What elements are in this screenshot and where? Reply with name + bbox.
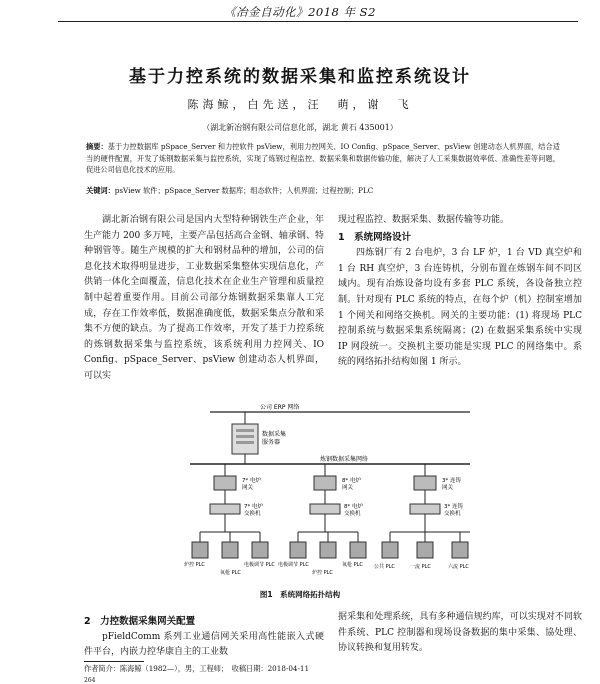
gateway-label: 网关 (442, 485, 454, 491)
keywords (86, 185, 560, 196)
keywords-text: psView 软件；pSpace_Server 数据库；组态软件；人机界面；过程控制；PLC (114, 186, 374, 195)
plc-icon (222, 542, 238, 558)
switch-label: 交换机 (344, 511, 361, 517)
branch-3-caster (374, 464, 470, 570)
figure-caption: 图1 系统网络拓扑结构 (259, 590, 341, 599)
left-column (84, 213, 324, 385)
page-number: 264 (84, 677, 96, 684)
plc-label: 一流 PLC (410, 564, 431, 570)
intro-paragraph: 湖北新冶钢有限公司是国内大型特种钢铁生产企业，年生产能力 200 多万吨，主要产品包括高合金钢、轴承钢、特种钢管等。随生产规模的扩大和钢材品种的增加，公司的信息化技术取得明显进步，工业数据采集整体实现信息化，产供销一体化全面覆盖，信息化技术在企业生产管理和质量控制中起着重要作用。目前公司部分炼钢数据采集靠人工完成，存在工作效率低，数据准确度低，数据采集点分散和采集不方便的缺点。为了提高工作效率，开发了基于力控系统的炼钢数据采集与监控系统，该系统利用力控网关、IO Config、pSpace_Server、psView 创建动态人机界面，可以实 (84, 215, 324, 381)
gateway-label: 8* 电炉 (342, 478, 361, 484)
plc-icon (452, 542, 468, 558)
intro-continuation: 现过程监控、数据采集、数据传输等功能。 (338, 215, 510, 225)
header-rule (58, 21, 578, 22)
switch-icon (310, 504, 340, 514)
collection-network-label: 炼钢数据采集网络 (320, 456, 369, 463)
gateway-icon (214, 476, 236, 490)
plc-icon (290, 542, 306, 558)
plc-icon (252, 542, 268, 558)
plc-label: 六流 PLC (448, 564, 469, 570)
section-2-continuation: 据采集和处理系统，具有多种通信规约库，可以实现对不同软件系统、PLC 控制器和现场设备数据的集中采集、協处理、协议转换和复用转发。 (338, 612, 582, 654)
plc-label: 炉控 PLC (184, 562, 205, 568)
gateway-label: 7* 电炉 (242, 478, 261, 484)
section-2-paragraph: pFieldComm 系列工业通信网关采用高性能嵌入式硬件平台，内嵌力控华康自主的工业数 (84, 631, 324, 658)
author-list: 陈海鲸，白先送，汪 萌，谢 飞 (187, 98, 413, 111)
switch-label: 交换机 (244, 511, 261, 517)
plc-icon (320, 542, 336, 558)
section-1-paragraph: 四炼钢厂有 2 台电炉，3 台 LF 炉，1 台 VD 真空炉和 1 台 RH 真空炉，3 台连铸机，分别布置在炼钢车间不同区域内。现有冶炼设备均设有多套 PLC 系统，各设备独立控制。针对现有 PLC 系统的特点，在每个炉（机）控制室增加 1 个网关和网络交换机。网关的主要功能：(1) 将现场 PLC 控制系统与数据采集系统隔离；(2) 在数据采集系统中实现 IP 网段统一。交换机主要功能是实现 PLC 的网络集中。系统的网络拓扑结构如图 1 所示。 (338, 248, 582, 368)
erp-network-label: 公司 ERP 网络 (260, 404, 300, 411)
paper-title: 基于力控系统的数据采集和监控系统设计 (129, 67, 471, 87)
server-label-1: 数据采集 (262, 431, 287, 438)
abstract-label: 摘要： (86, 142, 108, 151)
plc-icon (192, 542, 208, 558)
data-server-icon (232, 424, 258, 454)
abstract-text: 基于力控数据库 pSpace_Server 和力控软件 psView，利用力控网关、IO Config、pSpace_Server、psView 创建动态人机界面，结合适当的硬件配置，开发了炼钢数据采集与监控系统，实现了炼钢过程监控、数据采集和数据传输功能，解决了人工采集数据效率低、准确性差等问题，促进公司信息化技术的应用。 (86, 142, 560, 174)
gateway-label: 网关 (342, 485, 354, 491)
switch-label: 7* 电炉 (244, 504, 263, 510)
switch-icon (410, 504, 440, 514)
gateway-label: 网关 (242, 485, 254, 491)
running-header: 《冶金自动化》2018 年 S2 (224, 5, 376, 19)
server-label-2: 服务器 (262, 439, 281, 446)
affiliation: （湖北新冶钢有限公司信息化部，湖北 黄石 435001） (202, 123, 398, 132)
plc-label: 电极调节 PLC (244, 562, 275, 568)
switch-label: 8* 电炉 (344, 504, 363, 510)
plc-label: 炉控 PLC (312, 570, 333, 576)
switch-label: 交换机 (444, 511, 461, 517)
gateway-label: 3* 连铸 (442, 478, 461, 484)
plc-label: 公共 PLC (374, 564, 395, 570)
footnote-rule (84, 661, 144, 662)
switch-icon (210, 504, 240, 514)
abstract (86, 141, 560, 176)
plc-label: 氧枪 PLC (220, 570, 241, 576)
section-2-heading: 2 力控数据采集网关配置 (84, 616, 196, 627)
network-topology-figure (170, 402, 500, 590)
branch-7-eaf (184, 464, 275, 576)
plc-icon (350, 542, 366, 558)
keywords-label: 关键词： (86, 186, 115, 195)
plc-label: 氧枪 PLC (342, 562, 363, 568)
plc-icon (417, 542, 433, 558)
plc-icon (382, 542, 398, 558)
gateway-icon (314, 476, 336, 490)
right-column (338, 213, 582, 371)
branch-8-eaf (278, 464, 366, 576)
section-1-heading: 1 系统网络设计 (338, 231, 412, 243)
gateway-icon (414, 476, 436, 490)
section-2 (84, 614, 324, 661)
author-footnote: 作者简介：陈海鲸（1982—），男，工程师； 收稿日期：2018-04-11 (84, 664, 310, 673)
plc-label: 电极调节 PLC (278, 562, 309, 568)
switch-label: 3* 连铸 (444, 504, 463, 510)
right-column-bottom (338, 610, 582, 657)
